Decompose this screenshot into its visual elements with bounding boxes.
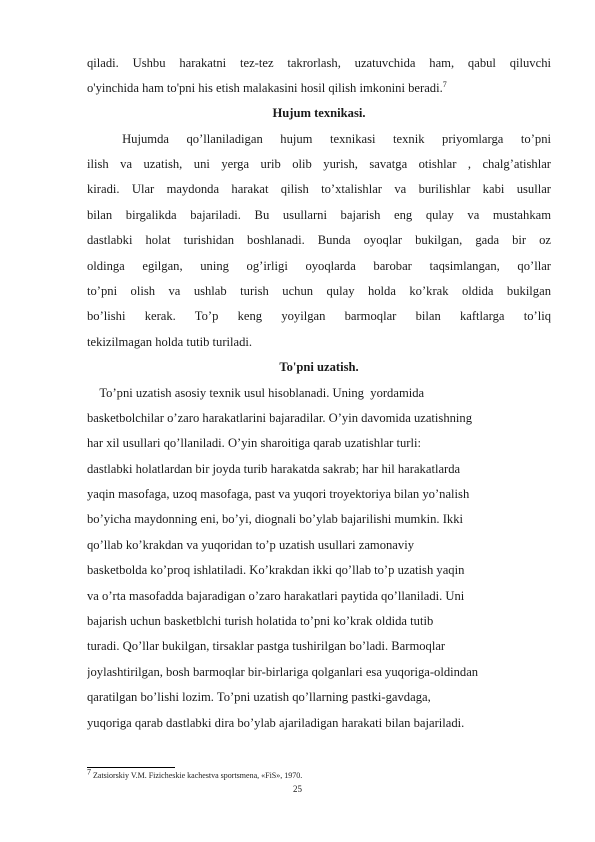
text-line: va o’rta masofadda bajaradigan o’zaro harakatlari paytida qo’llaniladi. Uni: [87, 589, 465, 603]
section-heading: Hujum texnikasi.: [272, 106, 366, 120]
text-line: bo’yicha maydonning eni, bo’yi, diognali bo’ylab bajarilishi mumkin. Ikki: [87, 512, 463, 526]
text-line: ilish va uzatish, uni yerga urib olib yurish, savatga otishlar , chalg’atishlar: [87, 157, 551, 171]
text-line: dastlabki holat turishidan boshlanadi. Bunda oyoqlar bukilgan, gada bir oz: [87, 233, 551, 247]
footnote-number: 7: [87, 767, 91, 777]
text-line: joylashtirilgan, bosh barmoqlar bir-birlariga qolganlari esa yuqoriga-oldindan: [87, 665, 479, 679]
text-line: yuqoriga qarab dastlabki dira bo’ylab ajariladigan harakati bilan bajariladi.: [87, 716, 465, 730]
text-line: dastlabki holatlardan bir joyda turib harakatda sakrab; har hil harakatlarda: [87, 462, 461, 476]
section-heading: To'pni uzatish.: [279, 360, 359, 374]
footnote: [87, 767, 303, 781]
text-line: oldinga egilgan, uning og’irligi oyoqlarda barobar taqsimlangan, qo’llar: [87, 259, 551, 273]
text-line: bo’lishi kerak. To’p keng yoyilgan barmoqlar bilan kaftlarga to’liq: [87, 309, 551, 323]
text-line: har xil usullari qo’llaniladi. O’yin sharoitiga qarab uzatishlar turli:: [87, 436, 421, 450]
text-line: turadi. Qo’llar bukilgan, tirsaklar pastga tushirilgan bo’ladi. Barmoqlar: [87, 639, 446, 653]
text-line: o'yinchida ham to'pni his etish malakasini hosil qilish imkonini beradi.$^7$: [87, 80, 447, 95]
text-line: bajarish uchun basketblchi turish holatida to’pni ko’krak oldida tutib: [87, 614, 434, 628]
text-line: Hujumda qo’llaniladigan hujum texnikasi texnik priyomlarga to’pni: [87, 132, 551, 146]
text-line: qaratilgan bo’lishi lozim. To’pni uzatish qo’llarning pastki-gavdaga,: [87, 690, 431, 704]
text-line: bilan birgalikda bajariladi. Bu usullarni bajarish eng qulay va mustahkam: [87, 208, 551, 222]
text-line: basketbolda ko’proq ishlatiladi. Ko’krakdan ikki qo’llab to’p uzatish yaqin: [87, 563, 465, 577]
text-line: basketbolchilar o’zaro harakatlarini bajaradilar. O’yin davomida uzatishning: [87, 411, 473, 425]
text-line: qo’llab ko’krakdan va yuqoridan to’p uzatish usullari zamonaviy: [87, 538, 414, 552]
footnote-marker: 7: [442, 80, 447, 89]
text-line: to’pni olish va ushlab turish uchun qulay holda ko’krak oldida bukilgan: [87, 284, 551, 298]
text-line: To’pni uzatish asosiy texnik usul hisoblanadi. Uning yordamida: [87, 386, 425, 400]
text-line: tekizilmagan holda tutib turiladi.: [87, 335, 253, 349]
footnote-text: Zatsiorskiy V.M. Fizicheskie kachestva sportsmena, «FiS», 1970.: [93, 771, 303, 780]
text-line: qiladi. Ushbu harakatni tez-tez takrorlash, uzatuvchida ham, qabul qiluvchi: [87, 56, 551, 70]
text-line: yaqin masofaga, uzoq masofaga, past va yuqori troyektoriya bilan yo’nalish: [87, 487, 470, 501]
text-line: kiradi. Ular maydonda harakat qilish to’xtalishlar va burilishlar kabi usullar: [87, 182, 551, 196]
footnote-divider: [87, 767, 175, 768]
page-number: 25: [293, 784, 302, 794]
